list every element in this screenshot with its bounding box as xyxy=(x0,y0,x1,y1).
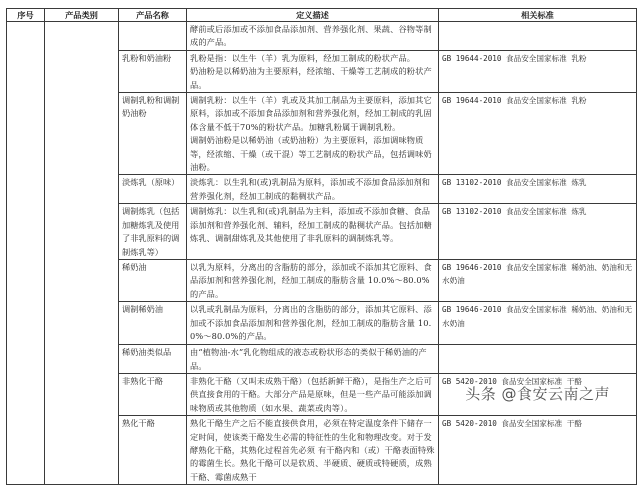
standard-cell: GB 13102-2010 食品安全国家标准 炼乳 xyxy=(439,175,637,204)
food-category-table xyxy=(6,8,637,485)
product-name-cell: 非熟化干酪 xyxy=(119,373,187,415)
product-name-cell: 稀奶油类似品 xyxy=(119,345,187,374)
definition-cell: 调制炼乳：以生乳和(或)乳制品为主料，添加或不添加食糖、食品添加剂和营养强化剂、辅料，经加工制成的黏稠状产品。包括加糖炼乳、调制甜炼乳及其他使用了非乳原料的调制炼乳等。 xyxy=(187,204,439,260)
table-header-row xyxy=(7,9,637,22)
standard-cell: GB 19646-2010 食品安全国家标准 稀奶油、奶油和无水奶油 xyxy=(439,259,637,301)
product-name-cell: 调制稀奶油 xyxy=(119,302,187,345)
header-definition: 定义描述 xyxy=(187,9,439,22)
definition-cell: 酵前或后添加或不添加食品添加剂、营养强化剂、果蔬、谷物等制成的产品。 xyxy=(187,22,439,51)
definition-cell: 由“植物油-水”乳化物组成的液态或粉状形态的类似于稀奶油的产品。 xyxy=(187,345,439,374)
serial-no-cell xyxy=(7,22,45,485)
header-serial-no: 序号 xyxy=(7,9,45,22)
product-name-cell: 调制乳粉和调制奶油粉 xyxy=(119,93,187,175)
product-name-cell: 淡炼乳（原味） xyxy=(119,175,187,204)
product-name-cell: 乳粉和奶油粉 xyxy=(119,50,187,92)
definition-cell: 熟化干酪生产之后不能直接供食用，必须在特定温度条件下储存一定时间，使该类干酪发生必需的特征性的生化和物理改变。对于发酵熟化干酪，其熟化过程首先必须 有干酪内和（或）干酪表面特殊的霉菌生长。熟化干酪可以是软质、半硬质、硬质或特硬质，成熟干酪、霉菌成熟干 xyxy=(187,416,439,485)
standard-cell: GB 5420-2010 食品安全国家标准 干酪 xyxy=(439,416,637,485)
standard-cell: GB 13102-2010 食品安全国家标准 炼乳 xyxy=(439,204,637,260)
standard-cell xyxy=(439,345,637,374)
definition-cell: 以乳或乳制品为原料，分离出的含脂肪的部分，添加其它原料、添加或不添加食品添加剂和营养强化剂，经加工制成的脂肪含量 10.0%～80.0%的产品。 xyxy=(187,302,439,345)
standard-cell: GB 19646-2010 食品安全国家标准 稀奶油、奶油和无水奶油 xyxy=(439,302,637,345)
definition-cell: 淡炼乳：以生乳和(或)乳制品为原料，添加或不添加食品添加剂和营养强化剂，经加工制成的黏稠状产品。 xyxy=(187,175,439,204)
definition-cell: 调制乳粉：以生牛（羊）乳或及其加工制品为主要原料，添加其它原料，添加或不添加食品添加剂和营养强化剂，经加工制成的乳固体含量不低于70%的粉状产品。加糖乳粉属于调制乳粉。 调制奶油粉是以稀奶油（或奶油粉）为主要原料，添加调味物质等，经浓缩、干燥（或干混）等工艺制成的粉状产品，包括调味奶油粉。 xyxy=(187,93,439,175)
definition-cell: 乳粉是指：以生牛（羊）乳为原料，经加工制成的粉状产品。 奶油粉是以稀奶油为主要原料，经浓缩、干燥等工艺制成的粉状产品。 xyxy=(187,50,439,92)
product-name-cell: 调制炼乳（包括加糖炼乳及使用了非乳原料的调制炼乳等） xyxy=(119,204,187,260)
product-name-cell: 稀奶油 xyxy=(119,259,187,301)
definition-cell: 非熟化干酪（又叫未成熟干酪）（包括新鲜干酪），是指生产之后可供直接食用的干酪。大部分产品是原味，但是一些产品可能添加调味物质或其他物质（如水果、蔬菜或肉等）。 xyxy=(187,373,439,415)
header-related-standard: 相关标准 xyxy=(439,9,637,22)
product-category-cell xyxy=(45,22,119,485)
product-name-cell: 熟化干酪 xyxy=(119,416,187,485)
header-product-category: 产品类别 xyxy=(45,9,119,22)
definition-cell: 以乳为原料，分离出的含脂肪的部分，添加或不添加其它原料、食品添加剂和营养强化剂，经加工制成的脂肪含量 10.0%～80.0%的产品。 xyxy=(187,259,439,301)
standard-cell: GB 5420-2010 食品安全国家标准 干酪 xyxy=(439,373,637,415)
header-product-name: 产品名称 xyxy=(119,9,187,22)
product-name-cell xyxy=(119,22,187,51)
table-row xyxy=(7,22,637,51)
standard-cell: GB 19644-2010 食品安全国家标准 乳粉 xyxy=(439,93,637,175)
standard-cell xyxy=(439,22,637,51)
standard-cell: GB 19644-2010 食品安全国家标准 乳粉 xyxy=(439,50,637,92)
source-watermark: 头条 @食安云南之声 xyxy=(465,385,610,403)
